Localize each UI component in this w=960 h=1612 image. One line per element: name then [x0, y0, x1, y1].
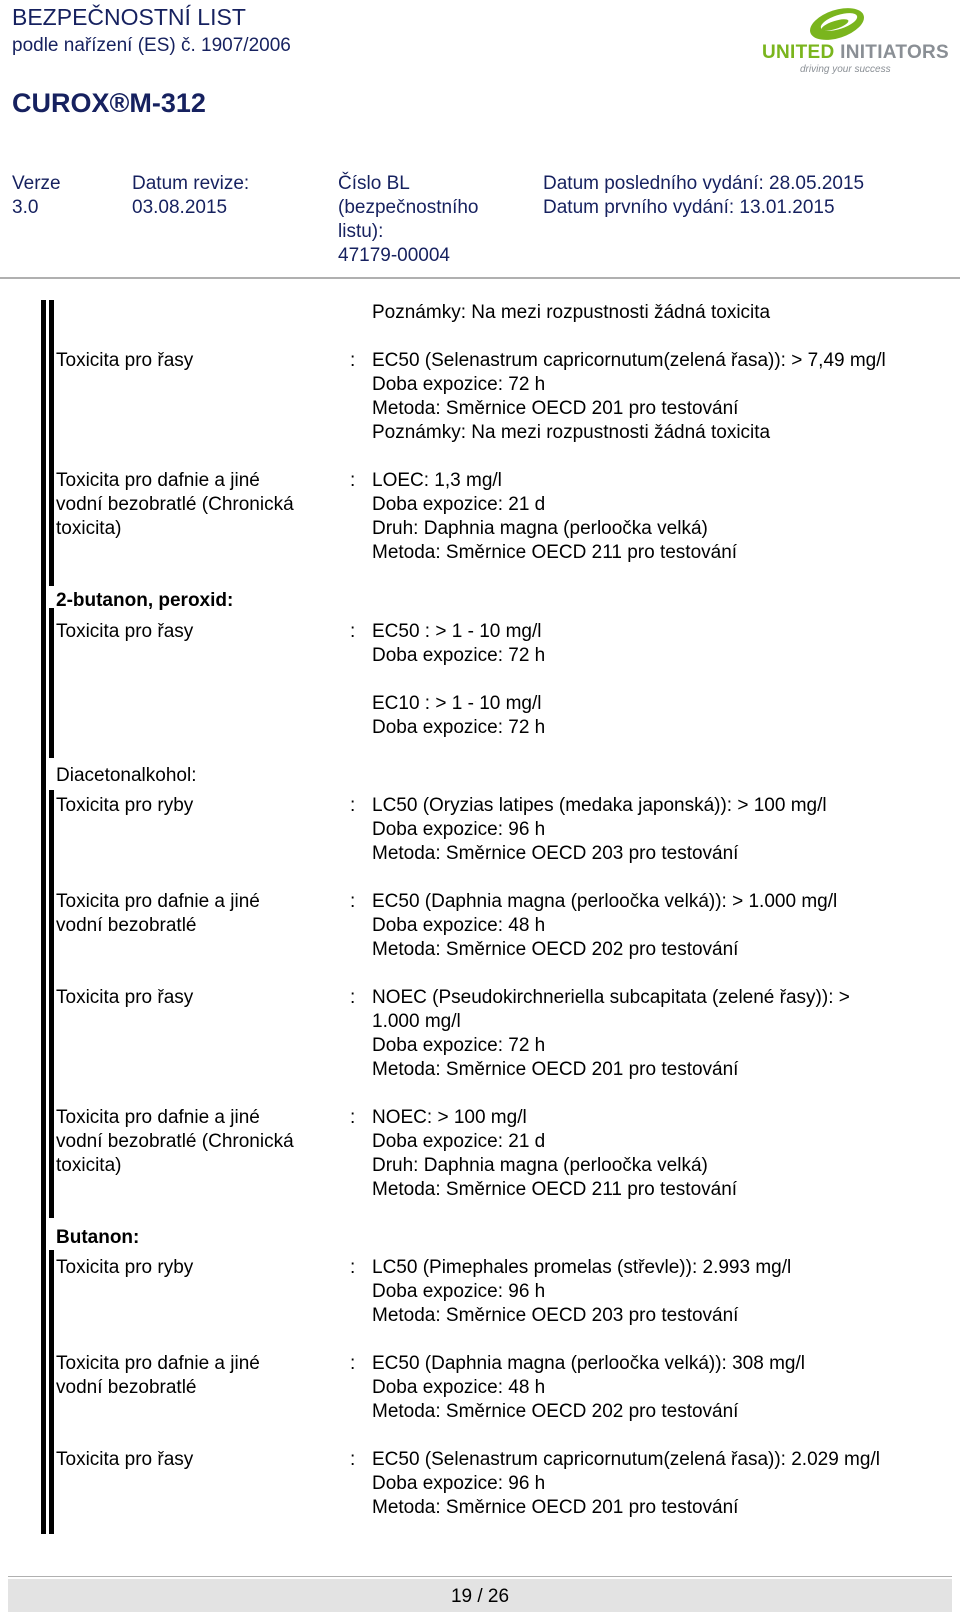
colon-separator: :	[350, 1107, 356, 1128]
regulation-subtitle: podle nařízení (ES) č. 1907/2006	[12, 35, 291, 56]
revision-bar-inner	[49, 1250, 54, 1534]
value-line: 1.000 mg/l	[372, 1011, 461, 1032]
value-line: Doba expozice: 72 h	[372, 717, 546, 738]
property-label: Toxicita pro dafnie a jiné	[56, 470, 260, 491]
property-label: vodní bezobratlé	[56, 1377, 197, 1398]
value-line: Doba expozice: 72 h	[372, 374, 546, 395]
revision-bar-outer	[41, 300, 46, 1534]
property-label: Toxicita pro řasy	[56, 350, 194, 371]
logo-wordmark: UNITED INITIATORS	[762, 42, 950, 63]
value-line: Metoda: Směrnice OECD 211 pro testování	[372, 542, 738, 563]
substance-heading: 2-butanon, peroxid:	[56, 590, 234, 611]
value-line: Metoda: Směrnice OECD 201 pro testování	[372, 398, 739, 419]
value-line: NOEC: > 100 mg/l	[372, 1107, 527, 1128]
document-title: BEZPEČNOSTNÍ LIST	[12, 4, 246, 30]
value-line: EC50 (Daphnia magna (perloočka velká)): > 1.000 mg/l	[372, 891, 838, 912]
revision-label: Datum revize:	[132, 173, 250, 194]
substance-heading: Butanon:	[56, 1227, 140, 1248]
value-line: Metoda: Směrnice OECD 202 pro testování	[372, 1401, 739, 1422]
header-divider	[0, 277, 960, 279]
value-line: EC50 (Selenastrum capricornutum(zelená řasa)): > 7,49 mg/l	[372, 350, 886, 371]
property-label: toxicita)	[56, 1155, 122, 1176]
property-label: Toxicita pro řasy	[56, 621, 194, 642]
value-line: Doba expozice: 21 d	[372, 1131, 546, 1152]
sds-number-label-3: listu):	[338, 221, 384, 242]
colon-separator: :	[350, 795, 356, 816]
property-label: Toxicita pro dafnie a jiné	[56, 1353, 260, 1374]
value-line: EC50 : > 1 - 10 mg/l	[372, 621, 542, 642]
value-line: Druh: Daphnia magna (perloočka velká)	[372, 1155, 708, 1176]
value-line: Metoda: Směrnice OECD 201 pro testování	[372, 1497, 739, 1518]
value-line: LC50 (Oryzias latipes (medaka japonská)): > 100 mg/l	[372, 795, 827, 816]
value-line: NOEC (Pseudokirchneriella subcapitata (zelené řasy)): >	[372, 987, 850, 1008]
property-label: vodní bezobratlé	[56, 915, 197, 936]
last-issue-date: Datum posledního vydání: 28.05.2015	[543, 173, 865, 194]
colon-separator: :	[350, 891, 356, 912]
value-line: Metoda: Směrnice OECD 201 pro testování	[372, 1059, 739, 1080]
revision-bar-inner	[49, 300, 54, 586]
sds-number-label: Číslo BL	[338, 173, 410, 194]
property-label: toxicita)	[56, 518, 122, 539]
value-line: Doba expozice: 96 h	[372, 819, 546, 840]
value-line: Doba expozice: 72 h	[372, 1035, 546, 1056]
property-label: Toxicita pro dafnie a jiné	[56, 891, 260, 912]
property-label: Toxicita pro řasy	[56, 1449, 194, 1470]
value-line: Doba expozice: 96 h	[372, 1473, 546, 1494]
value-line: Doba expozice: 48 h	[372, 1377, 546, 1398]
colon-separator: :	[350, 1257, 356, 1278]
value-line: Doba expozice: 72 h	[372, 645, 546, 666]
colon-separator: :	[350, 621, 356, 642]
colon-separator: :	[350, 350, 356, 371]
value-line: Doba expozice: 21 d	[372, 494, 546, 515]
colon-separator: :	[350, 1353, 356, 1374]
value-line: Metoda: Směrnice OECD 211 pro testování	[372, 1179, 738, 1200]
sds-number-value: 47179-00004	[338, 245, 450, 266]
property-label: Toxicita pro dafnie a jiné	[56, 1107, 260, 1128]
page-number: 19 / 26	[450, 1586, 510, 1607]
revision-bar-inner	[49, 790, 54, 1218]
version-label: Verze	[12, 173, 61, 194]
value-line: Metoda: Směrnice OECD 203 pro testování	[372, 1305, 739, 1326]
property-label: Toxicita pro řasy	[56, 987, 194, 1008]
substance-heading: Diacetonalkohol:	[56, 765, 197, 786]
property-label: Toxicita pro ryby	[56, 1257, 194, 1278]
value-line: Metoda: Směrnice OECD 202 pro testování	[372, 939, 739, 960]
value-line: Metoda: Směrnice OECD 203 pro testování	[372, 843, 739, 864]
value-line: Poznámky: Na mezi rozpustnosti žádná toxicita	[372, 302, 771, 323]
property-label: Toxicita pro ryby	[56, 795, 194, 816]
revision-bar-inner	[49, 608, 54, 758]
value-line: Poznámky: Na mezi rozpustnosti žádná toxicita	[372, 422, 771, 443]
value-line: EC50 (Daphnia magna (perloočka velká)): 308 mg/l	[372, 1353, 805, 1374]
property-label: vodní bezobratlé (Chronická	[56, 1131, 294, 1152]
value-line: LOEC: 1,3 mg/l	[372, 470, 502, 491]
property-label: vodní bezobratlé (Chronická	[56, 494, 294, 515]
colon-separator: :	[350, 1449, 356, 1470]
revision-value: 03.08.2015	[132, 197, 228, 218]
colon-separator: :	[350, 987, 356, 1008]
value-line: EC50 (Selenastrum capricornutum(zelená řasa)): 2.029 mg/l	[372, 1449, 880, 1470]
colon-separator: :	[350, 470, 356, 491]
product-name: CUROX®M-312	[12, 88, 206, 118]
first-issue-date: Datum prvního vydání: 13.01.2015	[543, 197, 835, 218]
leaf-logo-icon	[806, 6, 868, 42]
logo-tagline: driving your success	[800, 64, 891, 75]
value-line: Druh: Daphnia magna (perloočka velká)	[372, 518, 708, 539]
value-line: LC50 (Pimephales promelas (střevle)): 2.993 mg/l	[372, 1257, 792, 1278]
value-line: EC10 : > 1 - 10 mg/l	[372, 693, 542, 714]
version-value: 3.0	[12, 197, 39, 218]
value-line: Doba expozice: 48 h	[372, 915, 546, 936]
value-line: Doba expozice: 96 h	[372, 1281, 546, 1302]
footer-divider	[8, 1576, 952, 1577]
sds-number-label-2: (bezpečnostního	[338, 197, 479, 218]
